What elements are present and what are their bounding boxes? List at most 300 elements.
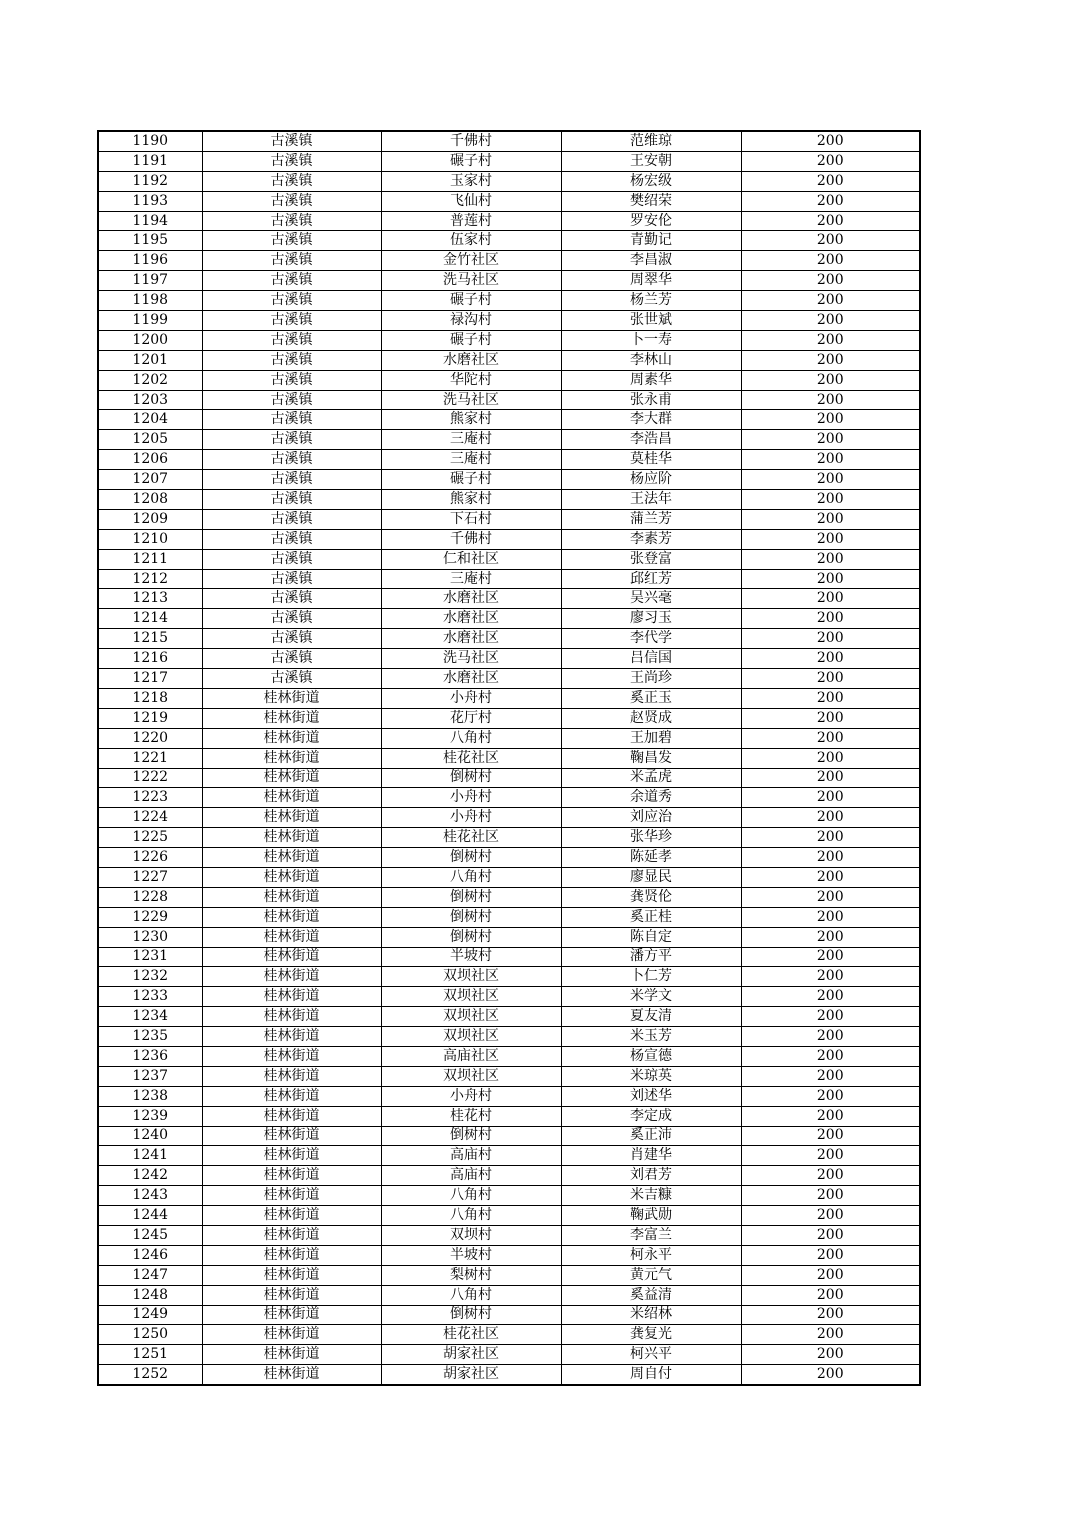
village-cell: 禄沟村 [381,311,561,331]
table-row [98,410,920,430]
amount-cell: 200 [741,728,920,748]
village-cell: 水磨社区 [381,589,561,609]
table-row [98,688,920,708]
name-cell: 米吉糠 [561,1186,741,1206]
table-row [98,1365,920,1385]
village-cell: 碾子村 [381,291,561,311]
village-cell: 梨树村 [381,1265,561,1285]
village-cell: 碾子村 [381,151,561,171]
town-cell: 古溪镇 [202,350,381,370]
amount-cell: 200 [741,509,920,529]
name-cell: 杨兰芳 [561,291,741,311]
row-number-cell: 1224 [98,808,202,828]
amount-cell: 200 [741,748,920,768]
table-row [98,271,920,291]
town-cell: 桂林街道 [202,1086,381,1106]
row-number-cell: 1252 [98,1365,202,1385]
table-body [98,131,920,1385]
amount-cell: 200 [741,768,920,788]
name-cell: 米学文 [561,987,741,1007]
row-number-cell: 1231 [98,947,202,967]
row-number-cell: 1219 [98,708,202,728]
amount-cell: 200 [741,549,920,569]
town-cell: 桂林街道 [202,748,381,768]
name-cell: 李定成 [561,1106,741,1126]
town-cell: 古溪镇 [202,291,381,311]
row-number-cell: 1211 [98,549,202,569]
name-cell: 肖建华 [561,1146,741,1166]
amount-cell: 200 [741,1046,920,1066]
town-cell: 古溪镇 [202,470,381,490]
row-number-cell: 1237 [98,1066,202,1086]
row-number-cell: 1230 [98,927,202,947]
name-cell: 青勤记 [561,231,741,251]
village-cell: 八角村 [381,728,561,748]
amount-cell: 200 [741,1186,920,1206]
town-cell: 古溪镇 [202,171,381,191]
table-row [98,967,920,987]
village-cell: 小舟村 [381,688,561,708]
village-cell: 双坝社区 [381,987,561,1007]
village-cell: 双坝社区 [381,1066,561,1086]
row-number-cell: 1243 [98,1186,202,1206]
row-number-cell: 1198 [98,291,202,311]
row-number-cell: 1233 [98,987,202,1007]
table-row [98,131,920,151]
row-number-cell: 1199 [98,311,202,331]
village-cell: 千佛村 [381,529,561,549]
amount-cell: 200 [741,330,920,350]
name-cell: 王安朝 [561,151,741,171]
table-row [98,828,920,848]
town-cell: 桂林街道 [202,788,381,808]
table-row [98,1285,920,1305]
table-row [98,1126,920,1146]
row-number-cell: 1251 [98,1345,202,1365]
village-cell: 碾子村 [381,330,561,350]
amount-cell: 200 [741,291,920,311]
name-cell: 廖显民 [561,867,741,887]
row-number-cell: 1212 [98,569,202,589]
town-cell: 桂林街道 [202,947,381,967]
village-cell: 胡家社区 [381,1365,561,1385]
name-cell: 奚正沛 [561,1126,741,1146]
table-row [98,291,920,311]
town-cell: 古溪镇 [202,311,381,331]
row-number-cell: 1245 [98,1225,202,1245]
village-cell: 小舟村 [381,1086,561,1106]
table-row [98,171,920,191]
village-cell: 胡家社区 [381,1345,561,1365]
name-cell: 李代学 [561,629,741,649]
town-cell: 古溪镇 [202,529,381,549]
village-cell: 下石村 [381,509,561,529]
village-cell: 倒树村 [381,768,561,788]
town-cell: 古溪镇 [202,271,381,291]
village-cell: 三庵村 [381,450,561,470]
table-row [98,1046,920,1066]
village-cell: 八角村 [381,1285,561,1305]
table-row [98,768,920,788]
town-cell: 古溪镇 [202,509,381,529]
village-cell: 熊家村 [381,490,561,510]
table-row [98,370,920,390]
table-row [98,211,920,231]
village-cell: 碾子村 [381,470,561,490]
row-number-cell: 1239 [98,1106,202,1126]
name-cell: 王法年 [561,490,741,510]
row-number-cell: 1220 [98,728,202,748]
name-cell: 刘君芳 [561,1166,741,1186]
amount-cell: 200 [741,1225,920,1245]
name-cell: 鞠武勋 [561,1206,741,1226]
town-cell: 古溪镇 [202,191,381,211]
town-cell: 桂林街道 [202,1365,381,1385]
row-number-cell: 1205 [98,430,202,450]
village-cell: 飞仙村 [381,191,561,211]
table-row [98,1166,920,1186]
town-cell: 古溪镇 [202,609,381,629]
village-cell: 桂花社区 [381,828,561,848]
village-cell: 八角村 [381,1186,561,1206]
row-number-cell: 1190 [98,131,202,151]
amount-cell: 200 [741,390,920,410]
amount-cell: 200 [741,688,920,708]
town-cell: 桂林街道 [202,967,381,987]
town-cell: 古溪镇 [202,231,381,251]
amount-cell: 200 [741,927,920,947]
amount-cell: 200 [741,231,920,251]
town-cell: 桂林街道 [202,1325,381,1345]
amount-cell: 200 [741,529,920,549]
amount-cell: 200 [741,1126,920,1146]
amount-cell: 200 [741,151,920,171]
name-cell: 夏友清 [561,1007,741,1027]
row-number-cell: 1204 [98,410,202,430]
name-cell: 樊绍荣 [561,191,741,211]
row-number-cell: 1193 [98,191,202,211]
town-cell: 古溪镇 [202,430,381,450]
town-cell: 桂林街道 [202,828,381,848]
name-cell: 周翠华 [561,271,741,291]
row-number-cell: 1249 [98,1305,202,1325]
name-cell: 奚益清 [561,1285,741,1305]
name-cell: 张世斌 [561,311,741,331]
row-number-cell: 1213 [98,589,202,609]
village-cell: 华陀村 [381,370,561,390]
row-number-cell: 1241 [98,1146,202,1166]
village-cell: 半坡村 [381,947,561,967]
name-cell: 李浩昌 [561,430,741,450]
table-row [98,708,920,728]
town-cell: 桂林街道 [202,688,381,708]
town-cell: 古溪镇 [202,330,381,350]
amount-cell: 200 [741,171,920,191]
name-cell: 陈自定 [561,927,741,947]
amount-cell: 200 [741,131,920,151]
table-row [98,589,920,609]
name-cell: 莫桂华 [561,450,741,470]
amount-cell: 200 [741,470,920,490]
table-row [98,151,920,171]
town-cell: 古溪镇 [202,569,381,589]
table-row [98,529,920,549]
name-cell: 蒲兰芳 [561,509,741,529]
table-row [98,649,920,669]
town-cell: 古溪镇 [202,251,381,271]
table-row [98,1245,920,1265]
name-cell: 罗安伦 [561,211,741,231]
row-number-cell: 1191 [98,151,202,171]
name-cell: 柯永平 [561,1245,741,1265]
row-number-cell: 1248 [98,1285,202,1305]
name-cell: 吕信国 [561,649,741,669]
town-cell: 桂林街道 [202,1285,381,1305]
amount-cell: 200 [741,609,920,629]
table-row [98,350,920,370]
town-cell: 桂林街道 [202,728,381,748]
row-number-cell: 1207 [98,470,202,490]
town-cell: 古溪镇 [202,649,381,669]
table-row [98,330,920,350]
amount-cell: 200 [741,191,920,211]
amount-cell: 200 [741,1146,920,1166]
name-cell: 杨宏级 [561,171,741,191]
row-number-cell: 1242 [98,1166,202,1186]
table-row [98,191,920,211]
row-number-cell: 1238 [98,1086,202,1106]
town-cell: 古溪镇 [202,370,381,390]
name-cell: 张登富 [561,549,741,569]
table-row [98,1206,920,1226]
row-number-cell: 1236 [98,1046,202,1066]
table-row [98,867,920,887]
name-cell: 王尚珍 [561,669,741,689]
town-cell: 桂林街道 [202,907,381,927]
name-cell: 李素芳 [561,529,741,549]
village-cell: 双坝社区 [381,967,561,987]
village-cell: 倒树村 [381,927,561,947]
name-cell: 李大群 [561,410,741,430]
table-row [98,1086,920,1106]
table-row [98,887,920,907]
town-cell: 桂林街道 [202,708,381,728]
amount-cell: 200 [741,1206,920,1226]
amount-cell: 200 [741,490,920,510]
table-row [98,669,920,689]
village-cell: 桂花社区 [381,748,561,768]
row-number-cell: 1244 [98,1206,202,1226]
village-cell: 小舟村 [381,788,561,808]
row-number-cell: 1232 [98,967,202,987]
amount-cell: 200 [741,788,920,808]
amount-cell: 200 [741,589,920,609]
village-cell: 桂花社区 [381,1325,561,1345]
name-cell: 张华珍 [561,828,741,848]
name-cell: 奚正桂 [561,907,741,927]
village-cell: 桂花村 [381,1106,561,1126]
town-cell: 桂林街道 [202,1305,381,1325]
table-row [98,728,920,748]
town-cell: 桂林街道 [202,867,381,887]
row-number-cell: 1222 [98,768,202,788]
row-number-cell: 1225 [98,828,202,848]
table-row [98,1027,920,1047]
town-cell: 桂林街道 [202,768,381,788]
amount-cell: 200 [741,629,920,649]
town-cell: 桂林街道 [202,1345,381,1365]
row-number-cell: 1247 [98,1265,202,1285]
name-cell: 张永甫 [561,390,741,410]
table-row [98,1345,920,1365]
town-cell: 桂林街道 [202,848,381,868]
name-cell: 杨宣德 [561,1046,741,1066]
amount-cell: 200 [741,1245,920,1265]
name-cell: 卜一寿 [561,330,741,350]
table-row [98,1325,920,1345]
town-cell: 桂林街道 [202,1046,381,1066]
village-cell: 八角村 [381,1206,561,1226]
row-number-cell: 1206 [98,450,202,470]
village-cell: 花厅村 [381,708,561,728]
name-cell: 龚复光 [561,1325,741,1345]
village-cell: 高庙社区 [381,1046,561,1066]
row-number-cell: 1216 [98,649,202,669]
town-cell: 古溪镇 [202,629,381,649]
amount-cell: 200 [741,211,920,231]
village-cell: 八角村 [381,867,561,887]
town-cell: 桂林街道 [202,808,381,828]
row-number-cell: 1197 [98,271,202,291]
name-cell: 米琼英 [561,1066,741,1086]
amount-cell: 200 [741,1066,920,1086]
amount-cell: 200 [741,708,920,728]
town-cell: 桂林街道 [202,1245,381,1265]
town-cell: 桂林街道 [202,1146,381,1166]
name-cell: 周自付 [561,1365,741,1385]
amount-cell: 200 [741,251,920,271]
town-cell: 古溪镇 [202,390,381,410]
table-row [98,1106,920,1126]
name-cell: 王加碧 [561,728,741,748]
village-cell: 小舟村 [381,808,561,828]
amount-cell: 200 [741,887,920,907]
table-row [98,1146,920,1166]
amount-cell: 200 [741,808,920,828]
table-row [98,808,920,828]
town-cell: 桂林街道 [202,1206,381,1226]
name-cell: 龚贤伦 [561,887,741,907]
town-cell: 古溪镇 [202,151,381,171]
table-row [98,1225,920,1245]
town-cell: 桂林街道 [202,1126,381,1146]
amount-cell: 200 [741,1027,920,1047]
village-cell: 高庙村 [381,1146,561,1166]
village-cell: 熊家村 [381,410,561,430]
row-number-cell: 1201 [98,350,202,370]
row-number-cell: 1200 [98,330,202,350]
row-number-cell: 1234 [98,1007,202,1027]
town-cell: 桂林街道 [202,1106,381,1126]
amount-cell: 200 [741,1086,920,1106]
town-cell: 桂林街道 [202,1027,381,1047]
town-cell: 桂林街道 [202,1265,381,1285]
amount-cell: 200 [741,848,920,868]
amount-cell: 200 [741,907,920,927]
village-cell: 玉家村 [381,171,561,191]
row-number-cell: 1196 [98,251,202,271]
amount-cell: 200 [741,669,920,689]
village-cell: 洗马社区 [381,390,561,410]
name-cell: 李林山 [561,350,741,370]
village-cell: 水磨社区 [381,350,561,370]
row-number-cell: 1235 [98,1027,202,1047]
village-cell: 倒树村 [381,1126,561,1146]
name-cell: 邱红芳 [561,569,741,589]
table-row [98,549,920,569]
table-row [98,927,920,947]
village-cell: 洗马社区 [381,271,561,291]
town-cell: 桂林街道 [202,1186,381,1206]
row-number-cell: 1227 [98,867,202,887]
town-cell: 古溪镇 [202,669,381,689]
name-cell: 刘应治 [561,808,741,828]
row-number-cell: 1209 [98,509,202,529]
town-cell: 古溪镇 [202,450,381,470]
table-row [98,1066,920,1086]
town-cell: 桂林街道 [202,987,381,1007]
name-cell: 李富兰 [561,1225,741,1245]
village-cell: 洗马社区 [381,649,561,669]
village-cell: 伍家村 [381,231,561,251]
name-cell: 刘述华 [561,1086,741,1106]
amount-cell: 200 [741,569,920,589]
town-cell: 桂林街道 [202,887,381,907]
village-cell: 倒树村 [381,907,561,927]
table-row [98,1186,920,1206]
name-cell: 米孟虎 [561,768,741,788]
village-cell: 三庵村 [381,430,561,450]
town-cell: 桂林街道 [202,927,381,947]
town-cell: 古溪镇 [202,131,381,151]
name-cell: 米绍林 [561,1305,741,1325]
row-number-cell: 1215 [98,629,202,649]
row-number-cell: 1194 [98,211,202,231]
table-row [98,311,920,331]
name-cell: 杨应阶 [561,470,741,490]
name-cell: 柯兴平 [561,1345,741,1365]
amount-cell: 200 [741,1106,920,1126]
village-cell: 半坡村 [381,1245,561,1265]
town-cell: 古溪镇 [202,589,381,609]
amount-cell: 200 [741,987,920,1007]
table-row [98,947,920,967]
amount-cell: 200 [741,350,920,370]
table-row [98,748,920,768]
name-cell: 米玉芳 [561,1027,741,1047]
town-cell: 桂林街道 [202,1066,381,1086]
village-cell: 倒树村 [381,1305,561,1325]
village-cell: 千佛村 [381,131,561,151]
name-cell: 余道秀 [561,788,741,808]
village-cell: 高庙村 [381,1166,561,1186]
table-row [98,470,920,490]
row-number-cell: 1240 [98,1126,202,1146]
amount-cell: 200 [741,1265,920,1285]
table-row [98,987,920,1007]
row-number-cell: 1210 [98,529,202,549]
row-number-cell: 1250 [98,1325,202,1345]
